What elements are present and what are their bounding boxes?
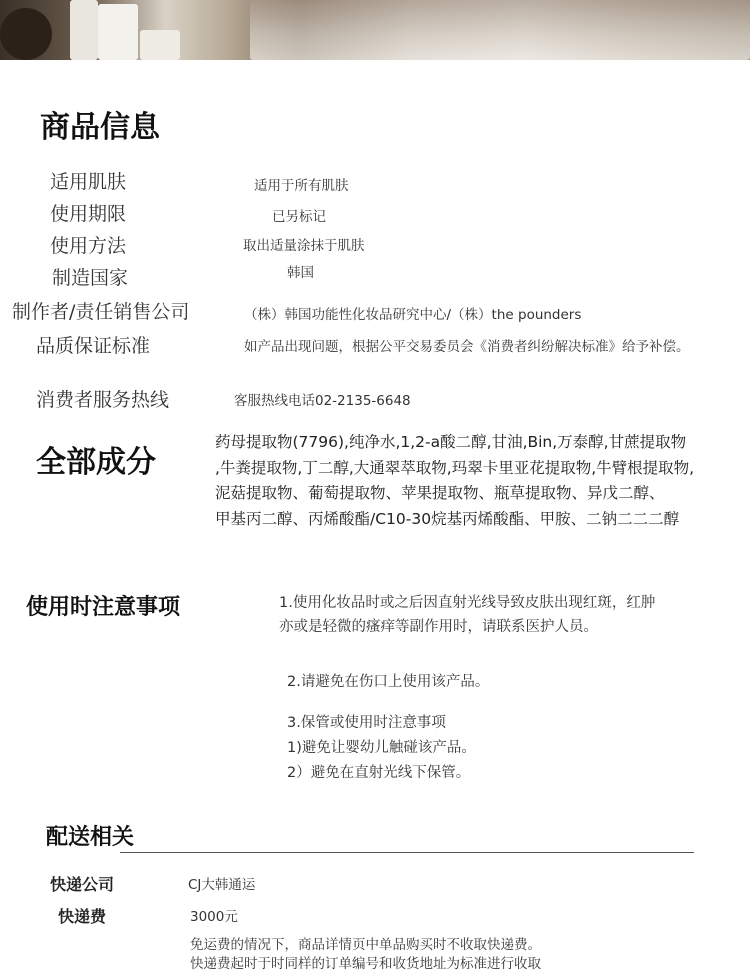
product-info-title: 商品信息 — [40, 110, 160, 145]
ingredients-line: 药母提取物(7796),纯净水,1,2-a酸二醇,甘油,Bin,万泰醇,甘蔗提取物 — [215, 433, 687, 451]
hotline-value: 客服热线电话02-2135-6648 — [234, 393, 411, 409]
courier-label: 快递公司 — [50, 875, 115, 894]
maker-label: 制作者/责任销售公司 — [12, 301, 190, 323]
maker-value: （株）韩国功能性化妆品研究中心/（株）the pounders — [244, 307, 582, 323]
origin-value: 韩国 — [287, 265, 314, 281]
precaution-item3: 3.保管或使用时注意事项 — [287, 715, 446, 731]
hotline-label: 消费者服务热线 — [36, 389, 170, 411]
quality-value: 如产品出现问题，根据公平交易委员会《消费者纠纷解决标准》给予补偿。 — [244, 339, 690, 355]
ingredients-line: ,牛粪提取物,丁二醇,大通翠萃取物,玛翠卡里亚花提取物,牛臂根提取物, — [215, 458, 695, 477]
precaution-item1-line1: 1.使用化妆品时或之后因直射光线导致皮肤出现红斑，红肿 — [279, 595, 656, 611]
skin-type-value: 适用于所有肌肤 — [254, 178, 349, 194]
precautions-title: 使用时注意事项 — [26, 595, 181, 620]
ingredients-title: 全部成分 — [36, 445, 156, 480]
expiry-value: 已另标记 — [272, 209, 326, 225]
ingredients-line: 甲基丙二醇、丙烯酸酯/C10-30烷基丙烯酸酯、甲胺、二钠二二二醇 — [215, 509, 680, 528]
precaution-item2: 2.请避免在伤口上使用该产品。 — [287, 674, 490, 690]
quality-label: 品质保证标准 — [36, 335, 151, 357]
delivery-divider — [120, 852, 694, 853]
delivery-note-line1: 免运费的情况下，商品详情页中单品购买时不收取快递费。 — [190, 937, 541, 953]
fee-label: 快递费 — [58, 907, 107, 926]
expiry-label: 使用期限 — [50, 203, 127, 225]
courier-value: CJ大韩通运 — [188, 877, 256, 893]
delivery-note-line2: 快递费起时于时同样的订单编号和收货地址为标准进行收取 — [190, 956, 541, 972]
origin-label: 制造国家 — [52, 267, 129, 289]
ingredients-line: 泥菇提取物、葡萄提取物、苹果提取物、瓶草提取物、异戊二醇、 — [215, 484, 665, 502]
usage-label: 使用方法 — [50, 235, 127, 257]
ingredients-list — [215, 430, 694, 532]
banner-photo — [0, 0, 750, 60]
usage-value: 取出适量涂抹于肌肤 — [243, 238, 365, 254]
delivery-title: 配送相关 — [46, 825, 135, 850]
precaution-item3-a: 1)避免让婴幼儿触碰该产品。 — [287, 740, 476, 756]
precaution-item1-line2: 亦或是轻微的瘙痒等副作用时，请联系医护人员。 — [279, 619, 598, 635]
precaution-item3-b: 2）避免在直射光线下保管。 — [287, 765, 471, 781]
skin-type-label: 适用肌肤 — [50, 171, 127, 193]
fee-value: 3000元 — [190, 909, 238, 925]
